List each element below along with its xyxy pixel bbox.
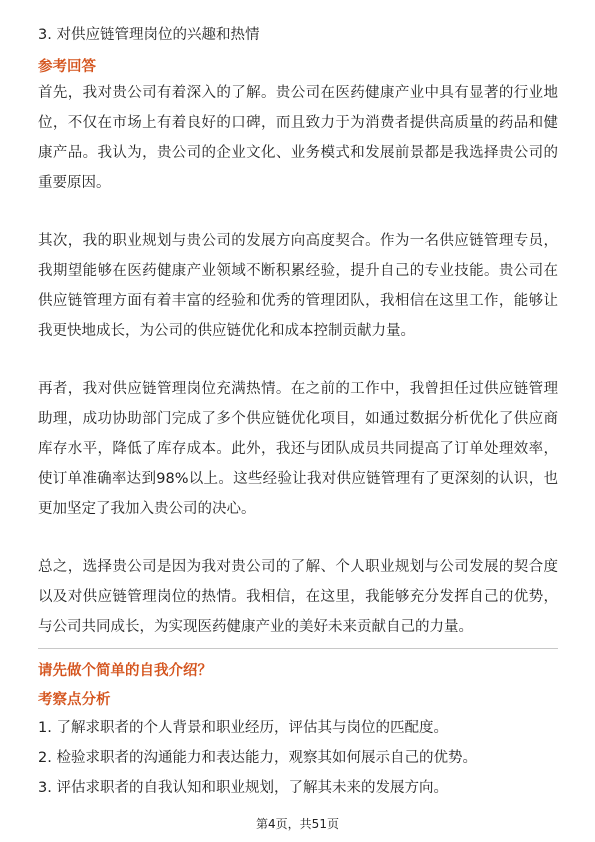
question-heading: 3. 对供应链管理岗位的兴趣和热情	[38, 27, 260, 43]
answer-paragraph: 总之，选择贵公司是因为我对贵公司的了解、个人职业规划与公司发展的契合度以及对供应链管理岗位的热情。我相信，在这里，我能够充分发挥自己的优势，与公司共同成长，为实现医药健康产业的美好未来贡献自己的力量。	[38, 559, 558, 635]
next-question: 请先做个简单的自我介绍？	[38, 663, 212, 679]
answer-paragraph: 再者，我对供应链管理岗位充满热情。在之前的工作中，我曾担任过供应链管理助理，成功协助部门完成了多个供应链优化项目，如通过数据分析优化了供应商库存水平，降低了库存成本。此外，我还与团队成员共同提高了订单处理效率，使订单准确率达到98%以上。这些经验让我对供应链管理有了更深刻的认识，也更加坚定了我加入贵公司的决心。	[38, 381, 558, 517]
answer-paragraph: 其次，我的职业规划与贵公司的发展方向高度契合。作为一名供应链管理专员，我期望能够在医药健康产业领域不断积累经验，提升自己的专业技能。贵公司在供应链管理方面有着丰富的经验和优秀的管理团队，我相信在这里工作，能够让我更快地成长，为公司的供应链优化和成本控制贡献力量。	[38, 233, 558, 339]
analysis-point: 1. 了解求职者的个人背景和职业经历，评估其与岗位的匹配度。	[38, 720, 448, 736]
answer-label: 参考回答	[38, 59, 96, 75]
page-footer: 第4页，共51页	[256, 817, 339, 831]
analysis-label: 考察点分析	[38, 692, 111, 708]
analysis-point: 2. 检验求职者的沟通能力和表达能力，观察其如何展示自己的优势。	[38, 750, 477, 766]
section-divider	[38, 648, 558, 649]
page-content	[38, 24, 558, 803]
answer-paragraph: 首先，我对贵公司有着深入的了解。贵公司在医药健康产业中具有显著的行业地位，不仅在市场上有着良好的口碑，而且致力于为消费者提供高质量的药品和健康产品。我认为，贵公司的企业文化、业务模式和发展前景都是我选择贵公司的重要原因。	[38, 85, 558, 191]
analysis-point: 3. 评估求职者的自我认知和职业规划，了解其未来的发展方向。	[38, 780, 448, 796]
